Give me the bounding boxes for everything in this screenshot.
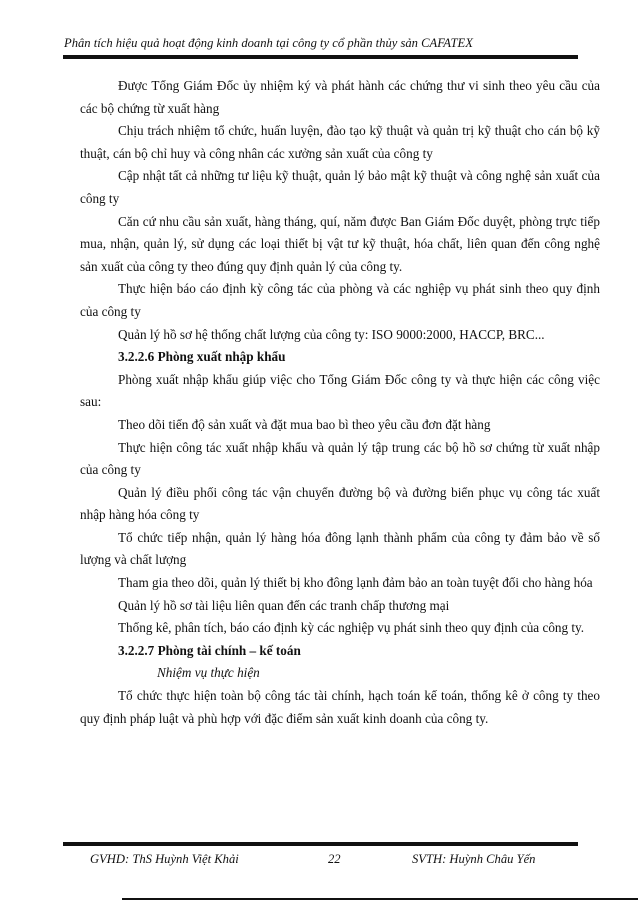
paragraph: Thống kê, phân tích, báo cáo định kỳ các nghiệp vụ phát sinh theo quy định của công ty.: [118, 620, 585, 636]
paragraph: Phòng xuất nhập khẩu giúp việc cho Tổng Giám Đốc công ty và thực hiện các công việc sau:: [80, 371, 600, 410]
page-bottom-rule: [122, 898, 638, 900]
paragraph: Cập nhật tất cả những tư liệu kỹ thuật, quản lý bảo mật kỹ thuật và công nghệ sản xuất của công ty: [80, 168, 600, 206]
section-heading: 3.2.2.7 Phòng tài chính – kế toán: [118, 642, 301, 658]
paragraph: Thực hiện báo cáo định kỳ công tác của phòng và các nghiệp vụ phát sinh theo quy định của công ty: [80, 281, 600, 319]
paragraph: Được Tổng Giám Đốc ủy nhiệm ký và phát hành các chứng thư vi sinh theo yêu cầu của các bộ chứng từ xuất hàng: [80, 78, 600, 116]
paragraph: Quản lý hồ sơ hệ thống chất lượng của công ty: ISO 9000:2000, HACCP, BRC...: [118, 326, 545, 342]
page-header-title: Phân tích hiệu quả hoạt động kinh doanh tại công ty cổ phần thủy sản CAFATEX: [64, 36, 473, 50]
document-body: [80, 75, 600, 730]
paragraph: Căn cứ nhu cầu sản xuất, hàng tháng, quí, năm được Ban Giám Đốc duyệt, phòng trực tiếp mua, nhận, quản lý, sử dụng các loại thiết bị vật tư kỹ thuật, hóa chất, liên quan đến công nghệ sản xuất của công ty theo đúng quy định quản lý của công ty.: [80, 213, 600, 274]
paragraph: Tổ chức thực hiện toàn bộ công tác tài chính, hạch toán kế toán, thống kê ở công ty theo quy định pháp luật và phù hợp với đặc điểm sản xuất kinh doanh của công ty.: [80, 688, 600, 726]
header-divider: [63, 55, 578, 59]
footer-divider: [63, 842, 578, 846]
paragraph: Chịu trách nhiệm tổ chức, huấn luyện, đào tạo kỹ thuật và quản trị kỹ thuật cho cán bộ kỹ thuật, cán bộ chỉ huy và công nhân các xưởng sản xuất của công ty: [80, 123, 600, 161]
footer-page-number: 22: [328, 852, 341, 866]
paragraph: Tổ chức tiếp nhận, quản lý hàng hóa đông lạnh thành phẩm của công ty đảm bảo về số lượng và chất lượng: [80, 529, 600, 568]
subheading: Nhiệm vụ thực hiện: [157, 665, 260, 681]
footer-student: SVTH: Huỳnh Châu Yến: [412, 852, 536, 866]
paragraph: Theo dõi tiến độ sản xuất và đặt mua bao bì theo yêu cầu đơn đặt hàng: [118, 416, 491, 432]
footer-advisor: GVHD: ThS Huỳnh Việt Khải: [90, 852, 239, 866]
section-heading: 3.2.2.6 Phòng xuất nhập khẩu: [118, 349, 286, 365]
paragraph: Thực hiện công tác xuất nhập khẩu và quản lý tập trung các bộ hồ sơ chứng từ xuất nhập của công ty: [80, 439, 600, 478]
paragraph: Tham gia theo dõi, quản lý thiết bị kho đông lạnh đảm bảo an toàn tuyệt đối cho hàng hóa: [118, 575, 593, 591]
paragraph: Quản lý hồ sơ tài liệu liên quan đến các tranh chấp thương mại: [118, 597, 450, 613]
paragraph: Quản lý điều phối công tác vận chuyển đường bộ và đường biển phục vụ công tác xuất nhập hàng hóa công ty: [80, 484, 600, 523]
